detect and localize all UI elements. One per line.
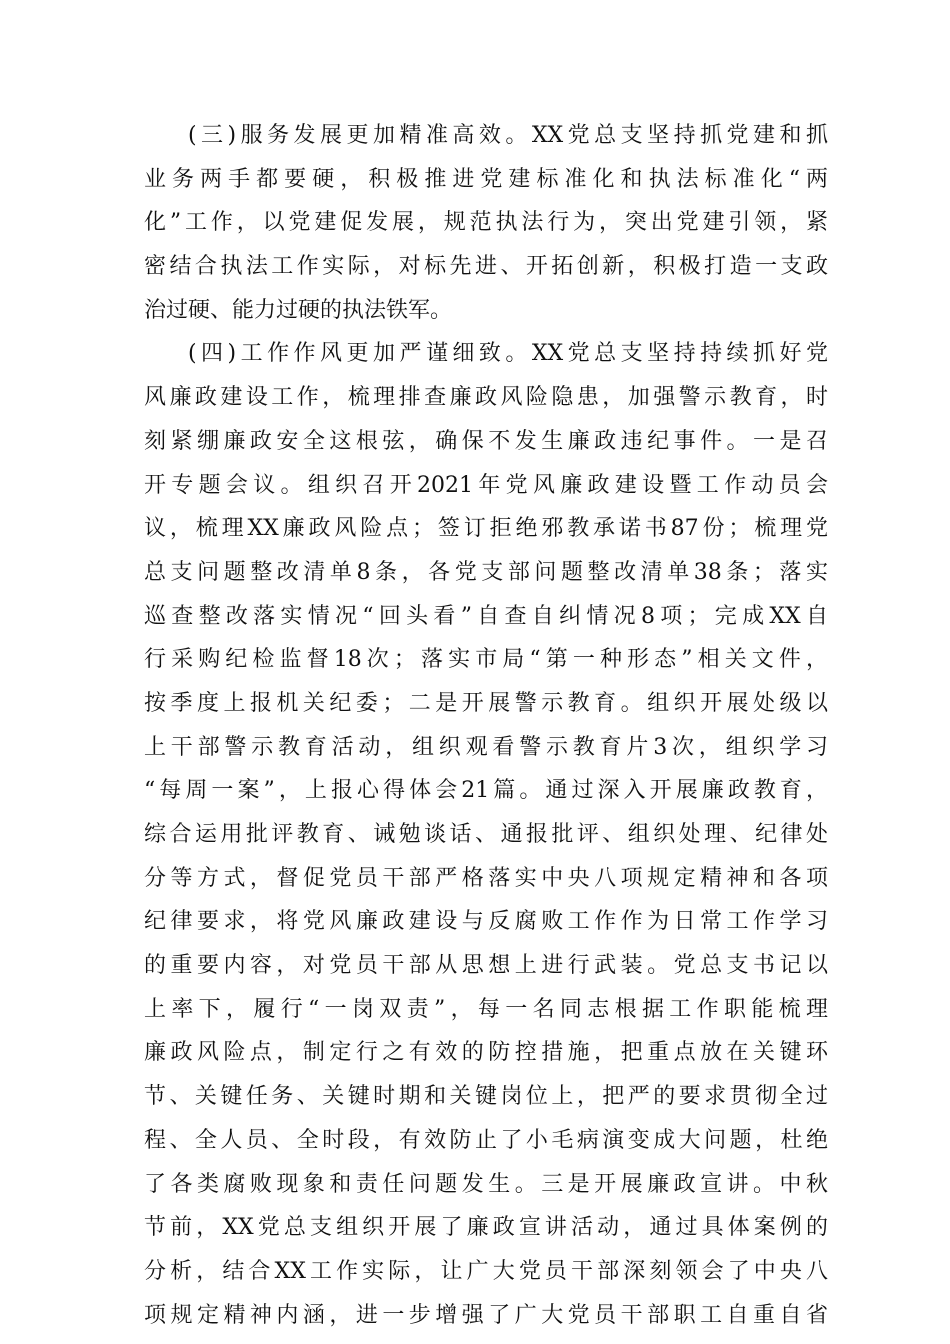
text-line: 巡查整改落实情况“回头看”自查自纠情况8项；完成XX自 (144, 603, 828, 629)
text-line: 分析，结合XX工作实际，让广大党员干部深刻领会了中央八 (144, 1258, 828, 1284)
text-line: “每周一案”，上报心得体会21篇。通过深入开展廉政教育， (144, 778, 828, 804)
text-line: 综合运用批评教育、诫勉谈话、通报批评、组织处理、纪律处 (144, 822, 828, 847)
text-line: 节、关键任务、关键时期和关键岗位上，把严的要求贯彻全过 (144, 1084, 828, 1110)
text-line: 密结合执法工作实际，对标先进、开拓创新，积极打造一支政 (144, 254, 828, 280)
text-line: 议，梳理XX廉政风险点；签订拒绝邪教承诺书87份；梳理党 (144, 516, 828, 542)
text-line: 风廉政建设工作，梳理排查廉政风险隐患，加强警示教育，时 (144, 385, 828, 411)
text-line: 上率下，履行“一岗双责”，每一名同志根据工作职能梳理 (144, 996, 828, 1022)
text-line: 上干部警示教育活动，组织观看警示教育片3次，组织学习 (144, 734, 828, 760)
text-line: 行采购纪检监督18次；落实市局“第一种形态”相关文件， (144, 647, 828, 673)
text-line: 刻紧绷廉政安全这根弦，确保不发生廉政违纪事件。一是召 (144, 428, 828, 454)
text-line: 总支问题整改清单8条，各党支部问题整改清单38条；落实 (144, 559, 828, 585)
text-line: 纪律要求，将党风廉政建设与反腐败工作作为日常工作学习 (144, 909, 828, 935)
text-line: 按季度上报机关纪委；二是开展警示教育。组织开展处级以 (144, 690, 828, 716)
text-line: 业务两手都要硬，积极推进党建标准化和执法标准化“两 (144, 166, 828, 192)
text-line: 的重要内容，对党员干部从思想上进行武装。党总支书记以 (144, 953, 828, 979)
text-line: 程、全人员、全时段，有效防止了小毛病演变成大问题，杜绝 (144, 1127, 828, 1153)
text-line: 治过硬、能力过硬的执法铁军。 (144, 297, 453, 323)
text-line: 廉政风险点，制定行之有效的防控措施，把重点放在关键环 (144, 1040, 828, 1066)
text-line: 开专题会议。组织召开2021年党风廉政建设暨工作动员会 (144, 472, 828, 498)
text-line: 节前，XX党总支组织开展了廉政宣讲活动，通过具体案例的 (144, 1215, 828, 1241)
text-line: 化”工作，以党建促发展，规范执法行为，突出党建引领，紧 (144, 210, 828, 236)
text-line: 分等方式，督促党员干部严格落实中央八项规定精神和各项 (144, 865, 828, 891)
text-line: 了各类腐败现象和责任问题发生。三是开展廉政宣讲。中秋 (144, 1171, 828, 1197)
text-line: (三)服务发展更加精准高效。XX党总支坚持抓党建和抓 (188, 123, 828, 148)
text-line: (四)工作作风更加严谨细致。XX党总支坚持持续抓好党 (188, 341, 828, 367)
paragraph-work-style (144, 332, 828, 1337)
text-line: 项规定精神内涵，进一步增强了广大党员干部职工自重自省 (144, 1302, 828, 1328)
body-text (144, 114, 828, 1337)
paragraph-service-development (144, 114, 828, 332)
